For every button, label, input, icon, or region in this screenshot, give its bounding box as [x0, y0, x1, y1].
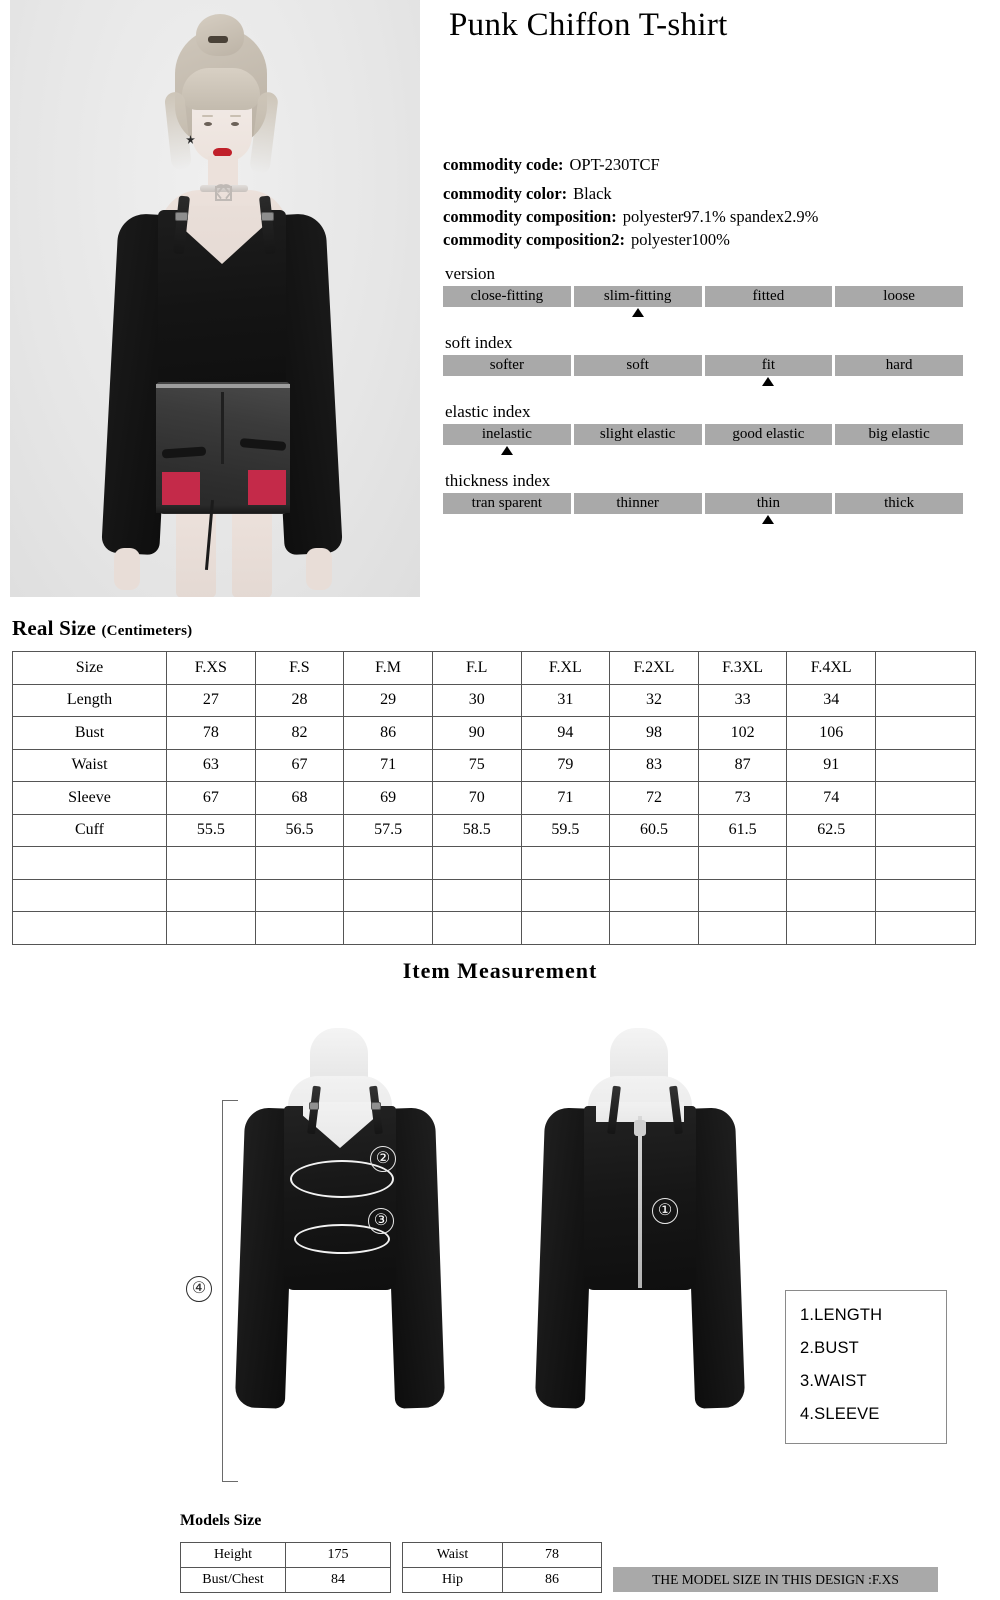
spec-value: Black [573, 184, 612, 203]
model-eye-left [204, 122, 212, 126]
real-size-unit: (Centimeters) [101, 623, 193, 639]
spec-key: commodity code: [443, 155, 564, 174]
cell: 33 [698, 684, 787, 717]
index-option[interactable]: good elastic [705, 424, 833, 445]
spec-row-color [443, 184, 993, 204]
row-label [13, 912, 167, 945]
cell: 34 [787, 684, 876, 717]
index-option[interactable]: thin [705, 493, 833, 514]
index-option[interactable]: big elastic [835, 424, 963, 445]
cell: 56.5 [255, 814, 344, 847]
index-marker-icon [501, 446, 513, 455]
strap-buckle-right [261, 212, 274, 221]
index-marker-icon [762, 515, 774, 524]
hair-tie [208, 36, 228, 43]
table-row [13, 814, 976, 847]
index-group-soft [443, 333, 993, 388]
shorts-hem [156, 505, 290, 513]
cell [698, 912, 787, 945]
cell: 58.5 [432, 814, 521, 847]
cell: 71 [521, 782, 610, 815]
cell: 94 [521, 717, 610, 750]
cell: 67 [255, 749, 344, 782]
legend-item-sleeve: 4.SLEEVE [800, 1405, 880, 1423]
cell [167, 912, 256, 945]
index-label: soft index [445, 333, 513, 352]
cell: 106 [787, 717, 876, 750]
cell [255, 912, 344, 945]
cell: 86 [344, 717, 433, 750]
cell [344, 879, 433, 912]
table-row [181, 1543, 391, 1568]
page-title: Punk Chiffon T-shirt [449, 7, 728, 43]
cell: 82 [255, 717, 344, 750]
real-size-heading [12, 616, 192, 641]
index-marker-row [443, 376, 963, 388]
cell: 83 [610, 749, 699, 782]
index-option[interactable]: slim-fitting [574, 286, 702, 307]
cell: 73 [698, 782, 787, 815]
table-row [403, 1568, 602, 1593]
cell [432, 912, 521, 945]
cell: 55.5 [167, 814, 256, 847]
table-row [13, 782, 976, 815]
cell: 78 [503, 1543, 602, 1568]
size-chart-table [12, 651, 976, 945]
model-hand-right [306, 548, 332, 590]
cell [876, 782, 976, 815]
top-section [0, 0, 1000, 600]
cell [698, 847, 787, 880]
index-group-version [443, 264, 993, 319]
spec-row-composition [443, 207, 993, 227]
cell: 32 [610, 684, 699, 717]
index-label: elastic index [445, 402, 531, 421]
legend-item-bust: 2.BUST [800, 1339, 859, 1357]
index-option[interactable]: soft [574, 355, 702, 376]
cell: 62.5 [787, 814, 876, 847]
model-photo [10, 0, 420, 597]
cell [344, 847, 433, 880]
index-option[interactable]: thinner [574, 493, 702, 514]
cell [698, 879, 787, 912]
row-label: Cuff [13, 814, 167, 847]
cell [876, 847, 976, 880]
row-label: Waist [403, 1543, 503, 1568]
model-hand-left [114, 548, 140, 590]
spec-row-composition2 [443, 230, 993, 250]
cell: 68 [255, 782, 344, 815]
cell [521, 847, 610, 880]
cell: 61.5 [698, 814, 787, 847]
cell: 74 [787, 782, 876, 815]
column-header: Size [13, 652, 167, 685]
cell [787, 847, 876, 880]
spec-key: commodity color: [443, 184, 568, 203]
front-buckle-left [309, 1102, 319, 1110]
cell [876, 912, 976, 945]
garment-front-view [248, 1028, 478, 1490]
index-marker-row [443, 445, 963, 457]
model-eyebrow-right [230, 115, 241, 117]
table-row [403, 1543, 602, 1568]
index-option[interactable]: tran sparent [443, 493, 571, 514]
cell: 78 [167, 717, 256, 750]
table-row [13, 717, 976, 750]
index-marker-icon [632, 308, 644, 317]
callout-length: ① [652, 1198, 678, 1224]
callout-waist: ③ [368, 1208, 394, 1234]
cell: 60.5 [610, 814, 699, 847]
spec-value: polyester97.1% spandex2.9% [622, 207, 819, 226]
index-option[interactable]: softer [443, 355, 571, 376]
spec-key: commodity composition: [443, 207, 617, 226]
index-label: thickness index [445, 471, 551, 490]
index-option[interactable]: slight elastic [574, 424, 702, 445]
models-size-table-left [180, 1542, 391, 1593]
cell: 102 [698, 717, 787, 750]
column-header: F.L [432, 652, 521, 685]
column-header: F.M [344, 652, 433, 685]
legend-item-length: 1.LENGTH [800, 1306, 883, 1324]
column-header: F.2XL [610, 652, 699, 685]
row-label [13, 847, 167, 880]
cell: 59.5 [521, 814, 610, 847]
column-header: F.S [255, 652, 344, 685]
cell: 28 [255, 684, 344, 717]
model-hair-bun [196, 14, 244, 56]
spec-row-code [443, 155, 993, 175]
column-header: F.3XL [698, 652, 787, 685]
cell [610, 912, 699, 945]
table-row-empty [13, 912, 976, 945]
table-row [181, 1568, 391, 1593]
table-row [13, 684, 976, 717]
garment-back-view [548, 1028, 778, 1490]
row-label: Waist [13, 749, 167, 782]
cell: 70 [432, 782, 521, 815]
cell: 71 [344, 749, 433, 782]
zipper-pull-icon [634, 1120, 646, 1136]
cell [876, 814, 976, 847]
model-leg-right [232, 510, 272, 597]
cell: 63 [167, 749, 256, 782]
cell: 69 [344, 782, 433, 815]
cell [876, 879, 976, 912]
cell [787, 879, 876, 912]
shorts-pocket-lining-right [248, 470, 286, 510]
cell [344, 912, 433, 945]
row-label: Hip [403, 1568, 503, 1593]
cell: 31 [521, 684, 610, 717]
item-measurement-heading: Item Measurement [402, 958, 598, 983]
index-bar [443, 493, 963, 514]
cell: 175 [286, 1543, 391, 1568]
row-label: Length [13, 684, 167, 717]
callout-bust: ② [370, 1146, 396, 1172]
cell: 67 [167, 782, 256, 815]
index-marker-row [443, 514, 963, 526]
cell [876, 684, 976, 717]
cell: 27 [167, 684, 256, 717]
real-size-title: Real Size [12, 616, 97, 640]
column-header: F.XS [167, 652, 256, 685]
measurement-legend [785, 1290, 947, 1444]
table-row-empty [13, 847, 976, 880]
cell [167, 879, 256, 912]
cell [521, 879, 610, 912]
strap-buckle-left [175, 212, 188, 221]
cell [876, 717, 976, 750]
table-row-empty [13, 879, 976, 912]
cell: 84 [286, 1568, 391, 1593]
spec-value: OPT-230TCF [569, 155, 660, 174]
index-marker-icon [762, 377, 774, 386]
models-size-table-right [402, 1542, 602, 1593]
cell [610, 879, 699, 912]
model-bangs [182, 68, 260, 110]
row-label [13, 879, 167, 912]
back-zipper [638, 1116, 642, 1288]
column-header: F.4XL [787, 652, 876, 685]
index-group-thickness [443, 471, 993, 526]
spec-list [443, 155, 993, 250]
cell: 91 [787, 749, 876, 782]
index-option[interactable]: thick [835, 493, 963, 514]
index-bar [443, 286, 963, 307]
index-group-elastic [443, 402, 993, 457]
index-option[interactable]: hard [835, 355, 963, 376]
index-label: version [445, 264, 496, 283]
index-option[interactable]: fit [705, 355, 833, 376]
row-label: Bust [13, 717, 167, 750]
cell [167, 847, 256, 880]
heart-pendant-icon [215, 186, 232, 201]
cell: 57.5 [344, 814, 433, 847]
shorts-fly [221, 392, 224, 464]
cell [432, 879, 521, 912]
cell [876, 749, 976, 782]
cell: 75 [432, 749, 521, 782]
column-header: F.XL [521, 652, 610, 685]
index-bar [443, 355, 963, 376]
cell [255, 879, 344, 912]
cell [255, 847, 344, 880]
index-marker-row [443, 307, 963, 319]
cell: 72 [610, 782, 699, 815]
index-option[interactable]: fitted [705, 286, 833, 307]
model-eyebrow-left [202, 115, 213, 117]
spec-key: commodity composition2: [443, 230, 625, 249]
info-panel [443, 0, 993, 526]
shorts-waistband [156, 384, 290, 388]
cell: 86 [503, 1568, 602, 1593]
cell: 90 [432, 717, 521, 750]
row-label: Sleeve [13, 782, 167, 815]
cell: 79 [521, 749, 610, 782]
sleeve-length-bracket [222, 1100, 238, 1482]
models-size-heading: Models Size [180, 1512, 262, 1529]
table-header-row [13, 652, 976, 685]
index-option[interactable]: inelastic [443, 424, 571, 445]
callout-sleeve: ④ [186, 1276, 212, 1302]
table-row [13, 749, 976, 782]
model-size-note: THE MODEL SIZE IN THIS DESIGN :F.XS [613, 1567, 938, 1592]
cell [610, 847, 699, 880]
cell: 87 [698, 749, 787, 782]
front-buckle-right [371, 1102, 381, 1110]
row-label: Height [181, 1543, 286, 1568]
spec-value: polyester100% [630, 230, 730, 249]
cell [521, 912, 610, 945]
cell: 30 [432, 684, 521, 717]
column-header [876, 652, 976, 685]
index-option[interactable]: loose [835, 286, 963, 307]
legend-item-waist: 3.WAIST [800, 1372, 867, 1390]
cell [432, 847, 521, 880]
model-eye-right [231, 122, 239, 126]
row-label: Bust/Chest [181, 1568, 286, 1593]
cell: 29 [344, 684, 433, 717]
cell: 98 [610, 717, 699, 750]
index-option[interactable]: close-fitting [443, 286, 571, 307]
cell [787, 912, 876, 945]
index-bar [443, 424, 963, 445]
